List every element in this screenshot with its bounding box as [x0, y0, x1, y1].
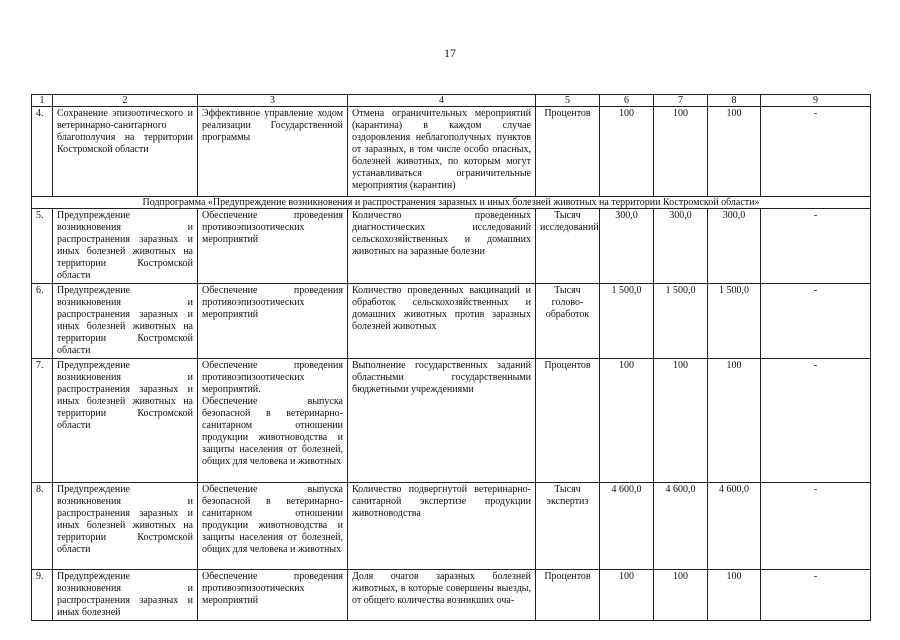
goal-cell: Предупреждение возникновения и распространения заразных и иных болезней животных на территории Костромской области: [53, 359, 198, 483]
goal-cell: Предупреждение возникновения и распространения заразных и иных болезней животных на территории Костромской области: [53, 284, 198, 359]
value-cell: 100: [600, 359, 654, 483]
value-cell: 100: [600, 570, 654, 621]
goal-cell: Предупреждение возникновения и распространения заразных и иных болезней животных на территории Костромской области: [53, 483, 198, 570]
unit-cell: Тысяч исследований: [536, 209, 600, 284]
task-cell: [198, 209, 348, 284]
value-cell: -: [761, 107, 871, 197]
header-cell: 7: [654, 95, 708, 107]
value-cell: 100: [708, 570, 761, 621]
subprogram-title: Подпрограмма «Предупреждение возникновения и распространения заразных и иных болезней животных на территории Костромской области»: [32, 197, 871, 209]
table-row: [32, 209, 871, 284]
header-cell: 9: [761, 95, 871, 107]
value-cell: 100: [654, 359, 708, 483]
value-cell: -: [761, 284, 871, 359]
task-paragraph: Обеспечение проведения противоэпизоотических мероприятий: [202, 285, 343, 320]
task-paragraph: Обеспечение проведения противоэпизоотических мероприятий: [202, 571, 343, 606]
header-row: [32, 95, 871, 107]
task-paragraph: Обеспечение выпуска безопасной в ветеринарно-санитарном отношении продукции животноводства и защиты населения от болезней, общих для человека и животных: [202, 484, 343, 555]
value-cell: -: [761, 359, 871, 483]
value-cell: 100: [600, 107, 654, 197]
table-row: [32, 570, 871, 621]
goal-cell: Сохранение эпизоотического и ветеринарно-санитарного благополучия на территории Костромской области: [53, 107, 198, 197]
task-cell: [198, 284, 348, 359]
indicators-table: [31, 94, 871, 621]
header-cell: 4: [348, 95, 536, 107]
subprogram-row: [32, 197, 871, 209]
unit-cell: Процентов: [536, 107, 600, 197]
indicator-cell: Количество подвергнутой ветеринарно-санитарной экспертизе продукции животноводства: [348, 483, 536, 570]
header-cell: 6: [600, 95, 654, 107]
table-row: [32, 359, 871, 483]
value-cell: 100: [654, 107, 708, 197]
row-number: 5.: [32, 209, 53, 284]
value-cell: 300,0: [654, 209, 708, 284]
task-paragraph: Эффективное управление ходом реализации Государственной программы: [202, 108, 343, 143]
table-row: [32, 284, 871, 359]
task-cell: [198, 483, 348, 570]
header-cell: 3: [198, 95, 348, 107]
task-paragraph: Обеспечение проведения противоэпизоотических мероприятий: [202, 210, 343, 245]
header-cell: 5: [536, 95, 600, 107]
indicator-cell: Отмена ограничительных мероприятий (карантина) в каждом случае оздоровления неблагополучных пунктов от заразных, в том числе особо опасных, болезней животных, по которым могут устанавливаться ограничительные мероприятия (карантин): [348, 107, 536, 197]
task-paragraph: Обеспечение проведения противоэпизоотических мероприятий.: [202, 360, 343, 395]
task-cell: [198, 359, 348, 483]
header-cell: 8: [708, 95, 761, 107]
task-paragraph: Обеспечение выпуска безопасной в ветеринарно-санитарном отношении продукции животноводства и защиты населения от болезней, общих для человека и животных: [202, 396, 343, 467]
task-cell: [198, 570, 348, 621]
value-cell: 100: [654, 570, 708, 621]
goal-cell: Предупреждение возникновения и распространения заразных и иных болезней: [53, 570, 198, 621]
unit-cell: Процентов: [536, 570, 600, 621]
value-cell: 1 500,0: [708, 284, 761, 359]
indicator-cell: Выполнение государственных заданий областными государственными бюджетными учреждениями: [348, 359, 536, 483]
value-cell: 100: [708, 359, 761, 483]
table-row: [32, 107, 871, 197]
value-cell: 300,0: [600, 209, 654, 284]
value-cell: -: [761, 570, 871, 621]
indicator-cell: Количество проведенных диагностических исследований сельскохозяйственных и домашних животных на заразные болезни: [348, 209, 536, 284]
value-cell: 4 600,0: [654, 483, 708, 570]
value-cell: -: [761, 483, 871, 570]
row-number: 6.: [32, 284, 53, 359]
value-cell: 100: [708, 107, 761, 197]
indicator-cell: Количество проведенных вакцинаций и обработок сельскохозяйственных и домашних животных против заразных болезней животных: [348, 284, 536, 359]
value-cell: 4 600,0: [708, 483, 761, 570]
value-cell: 300,0: [708, 209, 761, 284]
unit-cell: Тысяч голово-обработок: [536, 284, 600, 359]
row-number: 8.: [32, 483, 53, 570]
row-number: 7.: [32, 359, 53, 483]
value-cell: 4 600,0: [600, 483, 654, 570]
value-cell: 1 500,0: [654, 284, 708, 359]
indicator-cell: Доля очагов заразных болезней животных, в которые совершены выезды, от общего количества возникших оча-: [348, 570, 536, 621]
unit-cell: Процентов: [536, 359, 600, 483]
unit-cell: Тысяч экспертиз: [536, 483, 600, 570]
page-number: 17: [444, 46, 456, 60]
value-cell: -: [761, 209, 871, 284]
goal-cell: Предупреждение возникновения и распространения заразных и иных болезней животных на территории Костромской области: [53, 209, 198, 284]
row-number: 9.: [32, 570, 53, 621]
value-cell: 1 500,0: [600, 284, 654, 359]
header-cell: 1: [32, 95, 53, 107]
task-cell: [198, 107, 348, 197]
header-cell: 2: [53, 95, 198, 107]
table-row: [32, 483, 871, 570]
row-number: 4.: [32, 107, 53, 197]
